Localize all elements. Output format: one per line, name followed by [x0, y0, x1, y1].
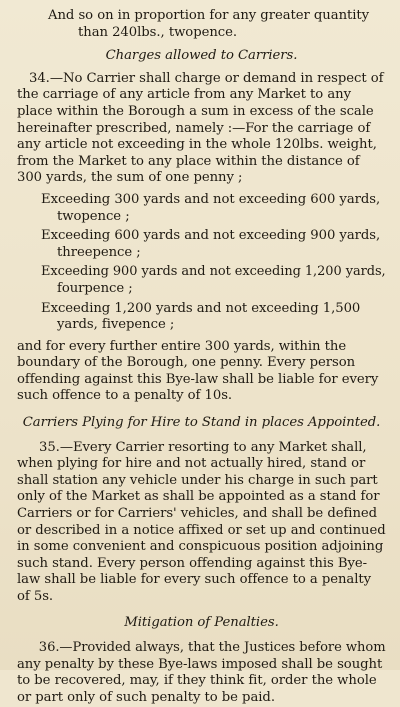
scale-list [17, 192, 386, 334]
intro-line: than 240lbs., twopence. [78, 24, 238, 40]
text-line: shall station any vehicle under his charge in such part [17, 472, 378, 488]
paragraph-36 [17, 640, 386, 706]
text-line: such stand. Every person offending against this Bye- [17, 555, 368, 571]
text-line: Carriers or for Carriers' vehicles, and shall be defined [17, 506, 378, 522]
text-line: or described in a notice affixed or set up and continued [17, 522, 386, 538]
text-line: place within the Borough a sum in excess of the scale [17, 103, 374, 119]
text-line: law shall be liable for every such offence to a penalty [17, 572, 372, 588]
text-line: offending against this Bye-law shall be liable for every [17, 371, 379, 387]
paragraph-34 [17, 71, 386, 187]
text-line: only of the Market as shall be appointed as a stand for [17, 489, 380, 505]
text-line: and for every further entire 300 yards, within the [17, 338, 347, 354]
text-line: from the Market to any place within the distance of [17, 153, 360, 169]
scale-item [41, 301, 386, 334]
text-line: the carriage of any article from any Market to any [17, 87, 351, 103]
text-line: or part only of such penalty to be paid. [17, 689, 275, 705]
text-line: such offence to a penalty of 10s. [17, 388, 233, 404]
section-heading-mitigation: Mitigation of Penalties. [124, 614, 279, 630]
text-line: to be recovered, may, if they think fit, order the whole [17, 673, 377, 689]
scale-item-line: fourpence ; [57, 280, 133, 296]
text-line: 34.—No Carrier shall charge or demand in respect of [29, 70, 384, 86]
scale-item-line: Exceeding 600 yards and not exceeding 900 yards, [41, 228, 381, 244]
text-line: hereinafter prescribed, namely :—For the carriage of [17, 120, 371, 136]
paragraph-35 [17, 440, 386, 606]
scale-item [41, 228, 386, 261]
scale-item-line: threepence ; [57, 244, 141, 260]
text-line: 300 yards, the sum of one penny ; [17, 170, 243, 186]
scale-item-line: Exceeding 300 yards and not exceeding 600 yards, [41, 191, 381, 207]
section-heading-carriers-plying: Carriers Plying for Hire to Stand in places Appointed. [22, 415, 381, 431]
text-line: boundary of the Borough, one penny. Every person [17, 355, 356, 371]
scale-item-line: yards, fivepence ; [57, 317, 175, 333]
text-line: when plying for hire and not actually hired, stand or [17, 456, 366, 472]
scale-item-line: twopence ; [57, 208, 130, 224]
text-line: 36.—Provided always, that the Justices before whom [38, 640, 386, 656]
intro-paragraph [17, 8, 386, 41]
scale-item [41, 192, 386, 225]
text-line: any article not exceeding in the whole 120lbs. weight, [17, 137, 377, 153]
scale-item-line: Exceeding 1,200 yards and not exceeding 1,500 [41, 300, 361, 316]
text-line: 35.—Every Carrier resorting to any Market shall, [39, 439, 367, 455]
text-line: in some convenient and conspicuous position adjoining [17, 539, 384, 555]
scale-item [41, 264, 386, 297]
section-heading-charges: Charges allowed to Carriers. [105, 48, 298, 64]
scale-item-line: Exceeding 900 yards and not exceeding 1,200 yards, [41, 264, 386, 280]
text-line: any penalty by these Bye-laws imposed shall be sought [17, 656, 383, 672]
intro-line: And so on in proportion for any greater quantity [48, 8, 370, 23]
text-line: of 5s. [17, 589, 54, 604]
paragraph-34-closing [17, 339, 386, 405]
